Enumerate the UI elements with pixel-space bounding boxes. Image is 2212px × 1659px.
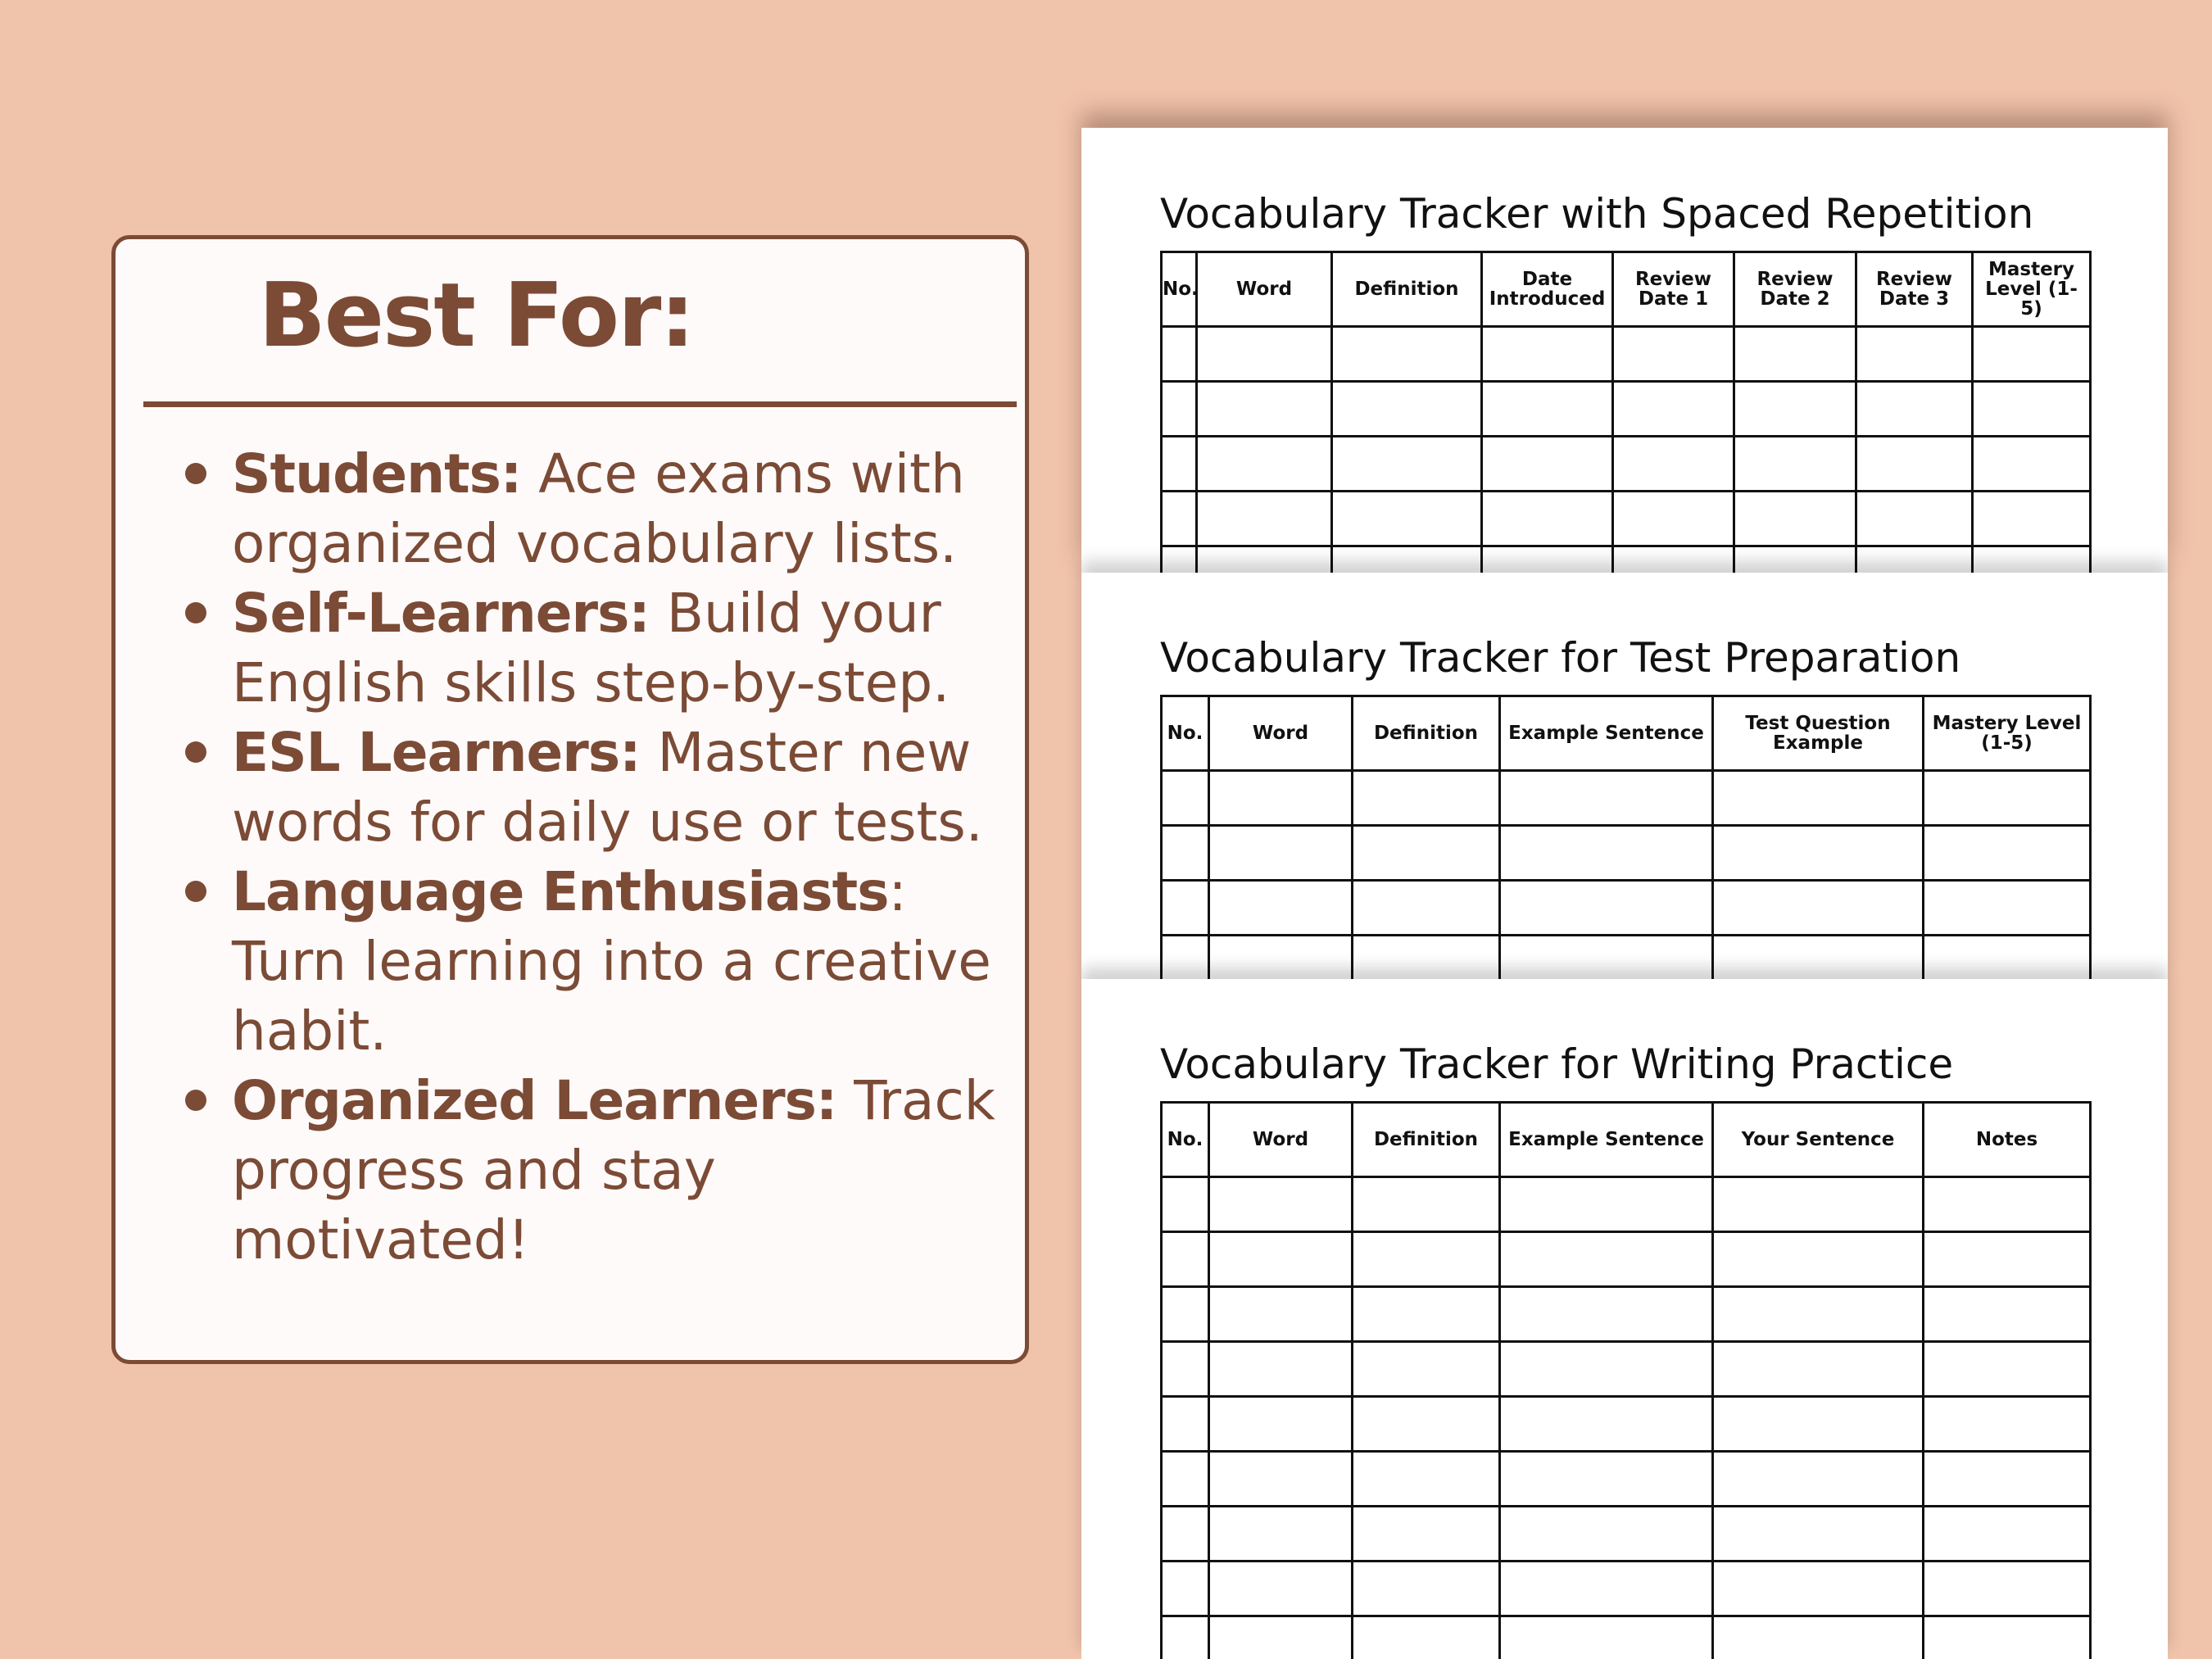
table-cell: [1500, 771, 1713, 826]
table-cell: [1924, 1232, 2091, 1287]
table-cell: [1856, 437, 1973, 492]
table-cell: [1713, 1397, 1924, 1452]
table-cell: [1856, 492, 1973, 546]
table-cell: [1500, 1397, 1713, 1452]
table-cell: [1613, 546, 1734, 573]
table-cell: [1197, 546, 1332, 573]
column-header: Test Question Example: [1713, 696, 1924, 771]
table-cell: [1713, 1177, 1924, 1232]
table-cell: [1500, 1177, 1713, 1232]
table-cell: [1924, 1177, 2091, 1232]
table-header-row: [1162, 1103, 2091, 1177]
table-cell: [1856, 327, 1973, 382]
bullet-icon: [185, 602, 206, 623]
audience-description: Ace exams with organized vocabulary lists.: [232, 442, 965, 575]
table-cell: [1924, 1287, 2091, 1342]
table-cell: [1209, 1507, 1353, 1562]
table-cell: [1734, 327, 1856, 382]
table-cell: [1924, 771, 2091, 826]
table-row: [1162, 1616, 2091, 1659]
table-cell: [1500, 881, 1713, 936]
table-cell: [1713, 881, 1924, 936]
column-header: Word: [1209, 1103, 1353, 1177]
vocabulary-table: [1160, 1101, 2092, 1659]
table-cell: [1162, 1232, 1209, 1287]
table-cell: [1500, 936, 1713, 980]
table-cell: [1613, 492, 1734, 546]
column-header: Example Sentence: [1500, 696, 1713, 771]
table-cell: [1353, 1616, 1500, 1659]
table-cell: [1162, 1342, 1209, 1397]
table-row: [1162, 546, 2091, 573]
audience-description: Build your English skills step-by-step.: [232, 582, 950, 714]
table-cell: [1197, 382, 1332, 437]
table-row: [1162, 1287, 2091, 1342]
column-header: Review Date 2: [1734, 252, 1856, 327]
table-cell: [1500, 1342, 1713, 1397]
table-cell: [1162, 1507, 1209, 1562]
table-cell: [1500, 1616, 1713, 1659]
table-row: [1162, 437, 2091, 492]
audience-item-esl-learners: [116, 718, 1017, 857]
column-header: Your Sentence: [1713, 1103, 1924, 1177]
table-cell: [1353, 1232, 1500, 1287]
table-cell: [1332, 382, 1482, 437]
worksheet-title: Vocabulary Tracker with Spaced Repetition: [1160, 190, 2034, 238]
table-row: [1162, 1397, 2091, 1452]
table-cell: [1924, 936, 2091, 980]
best-for-title: Best For:: [258, 265, 694, 367]
worksheet-page-spaced-repetition: [1081, 128, 2168, 573]
audience-description: Track progress and stay motivated!: [232, 1069, 996, 1271]
table-cell: [1713, 771, 1924, 826]
table-cell: [1713, 1452, 1924, 1507]
table-cell: [1482, 437, 1613, 492]
table-cell: [1500, 1507, 1713, 1562]
table-cell: [1924, 1507, 2091, 1562]
table-cell: [1209, 771, 1353, 826]
worksheet-page-test-preparation: [1081, 573, 2168, 979]
table-cell: [1209, 826, 1353, 881]
table-cell: [1162, 881, 1209, 936]
table-cell: [1353, 1452, 1500, 1507]
table-cell: [1162, 492, 1197, 546]
column-header: Notes: [1924, 1103, 2091, 1177]
table-cell: [1162, 826, 1209, 881]
table-cell: [1209, 1177, 1353, 1232]
table-cell: [1482, 492, 1613, 546]
table-row: [1162, 1177, 2091, 1232]
column-header: Definition: [1353, 696, 1500, 771]
table-row: [1162, 1452, 2091, 1507]
table-cell: [1613, 382, 1734, 437]
table-cell: [1973, 327, 2091, 382]
column-header: No.: [1162, 252, 1197, 327]
table-cell: [1209, 1562, 1353, 1616]
table-cell: [1482, 382, 1613, 437]
audience-description: Turn learning into a creative habit.: [232, 930, 991, 1063]
audience-description: Master new words for daily use or tests.: [232, 721, 983, 854]
table-cell: [1209, 1287, 1353, 1342]
column-header: Definition: [1353, 1103, 1500, 1177]
table-header-row: [1162, 252, 2091, 327]
table-cell: [1500, 826, 1713, 881]
table-cell: [1613, 327, 1734, 382]
table-cell: [1500, 1562, 1713, 1616]
column-header: Mastery Level (1-5): [1973, 252, 2091, 327]
table-row: [1162, 881, 2091, 936]
column-header: Definition: [1332, 252, 1482, 327]
table-cell: [1973, 492, 2091, 546]
table-row: [1162, 327, 2091, 382]
table-row: [1162, 382, 2091, 437]
table-cell: [1209, 936, 1353, 980]
table-cell: [1162, 382, 1197, 437]
table-row: [1162, 492, 2091, 546]
table-row: [1162, 1342, 2091, 1397]
table-row: [1162, 771, 2091, 826]
table-cell: [1162, 1287, 1209, 1342]
table-cell: [1162, 1177, 1209, 1232]
table-cell: [1162, 437, 1197, 492]
table-cell: [1973, 437, 2091, 492]
table-cell: [1713, 1342, 1924, 1397]
audience-list: [116, 439, 1017, 1275]
table-cell: [1353, 881, 1500, 936]
audience-term: Self-Learners:: [232, 582, 650, 645]
table-cell: [1197, 327, 1332, 382]
table-cell: [1209, 1342, 1353, 1397]
audience-term: ESL Learners:: [232, 721, 641, 784]
worksheet-title: Vocabulary Tracker for Writing Practice: [1160, 1040, 1954, 1088]
table-cell: [1162, 1397, 1209, 1452]
table-cell: [1332, 437, 1482, 492]
table-cell: [1713, 1507, 1924, 1562]
table-cell: [1973, 382, 2091, 437]
table-row: [1162, 1507, 2091, 1562]
table-cell: [1353, 1287, 1500, 1342]
table-cell: [1353, 1397, 1500, 1452]
best-for-card: [111, 235, 1029, 1364]
audience-term: Organized Learners:: [232, 1069, 837, 1132]
column-header: Review Date 3: [1856, 252, 1973, 327]
table-cell: [1924, 1397, 2091, 1452]
title-divider: [143, 401, 1017, 407]
column-header: Review Date 1: [1613, 252, 1734, 327]
table-cell: [1332, 492, 1482, 546]
table-cell: [1209, 1397, 1353, 1452]
table-cell: [1162, 327, 1197, 382]
column-header: No.: [1162, 696, 1209, 771]
table-cell: [1162, 1562, 1209, 1616]
table-cell: [1500, 1287, 1713, 1342]
bullet-icon: [185, 463, 206, 484]
bullet-icon: [185, 741, 206, 763]
table-cell: [1209, 881, 1353, 936]
table-cell: [1856, 382, 1973, 437]
table-header-row: [1162, 696, 2091, 771]
table-cell: [1162, 546, 1197, 573]
audience-item-self-learners: [116, 578, 1017, 718]
table-cell: [1924, 1342, 2091, 1397]
audience-item-organized-learners: [116, 1066, 1017, 1275]
table-cell: [1713, 936, 1924, 980]
table-cell: [1734, 437, 1856, 492]
table-cell: [1713, 1287, 1924, 1342]
table-cell: [1856, 546, 1973, 573]
table-cell: [1353, 936, 1500, 980]
bullet-icon: [185, 1090, 206, 1111]
table-cell: [1353, 1177, 1500, 1232]
table-cell: [1162, 936, 1209, 980]
table-cell: [1197, 437, 1332, 492]
vocabulary-table: [1160, 695, 2092, 979]
audience-term: Students:: [232, 442, 522, 505]
table-cell: [1713, 1232, 1924, 1287]
table-cell: [1924, 826, 2091, 881]
column-header: Word: [1209, 696, 1353, 771]
column-header: Example Sentence: [1500, 1103, 1713, 1177]
table-cell: [1613, 437, 1734, 492]
table-cell: [1734, 382, 1856, 437]
table-cell: [1482, 546, 1613, 573]
table-cell: [1209, 1232, 1353, 1287]
column-header: Word: [1197, 252, 1332, 327]
table-cell: [1734, 546, 1856, 573]
table-cell: [1924, 881, 2091, 936]
vocabulary-table: [1160, 251, 2092, 573]
table-row: [1162, 1232, 2091, 1287]
table-cell: [1162, 1616, 1209, 1659]
column-header: Mastery Level (1-5): [1924, 696, 2091, 771]
table-cell: [1924, 1616, 2091, 1659]
table-cell: [1209, 1452, 1353, 1507]
column-header: No.: [1162, 1103, 1209, 1177]
table-cell: [1500, 1232, 1713, 1287]
table-cell: [1713, 1562, 1924, 1616]
worksheet-page-writing-practice: [1081, 979, 2168, 1659]
table-cell: [1713, 826, 1924, 881]
table-cell: [1332, 546, 1482, 573]
table-cell: [1482, 327, 1613, 382]
table-cell: [1162, 1452, 1209, 1507]
table-cell: [1353, 771, 1500, 826]
table-cell: [1197, 492, 1332, 546]
audience-term: Language Enthusiasts: [232, 860, 889, 923]
table-cell: [1924, 1452, 2091, 1507]
table-cell: [1924, 1562, 2091, 1616]
table-cell: [1713, 1616, 1924, 1659]
table-cell: [1353, 1562, 1500, 1616]
table-row: [1162, 1562, 2091, 1616]
bullet-icon: [185, 881, 206, 902]
table-cell: [1353, 826, 1500, 881]
column-header: Date Introduced: [1482, 252, 1613, 327]
worksheet-title: Vocabulary Tracker for Test Preparation: [1160, 634, 1961, 682]
table-cell: [1332, 327, 1482, 382]
table-row: [1162, 936, 2091, 980]
audience-colon: :: [888, 860, 907, 923]
audience-item-language-enthusiasts: [116, 857, 1017, 1066]
table-cell: [1353, 1507, 1500, 1562]
table-cell: [1162, 771, 1209, 826]
table-cell: [1209, 1616, 1353, 1659]
table-cell: [1353, 1342, 1500, 1397]
table-cell: [1500, 1452, 1713, 1507]
table-cell: [1973, 546, 2091, 573]
table-cell: [1734, 492, 1856, 546]
audience-item-students: [116, 439, 1017, 578]
table-row: [1162, 826, 2091, 881]
